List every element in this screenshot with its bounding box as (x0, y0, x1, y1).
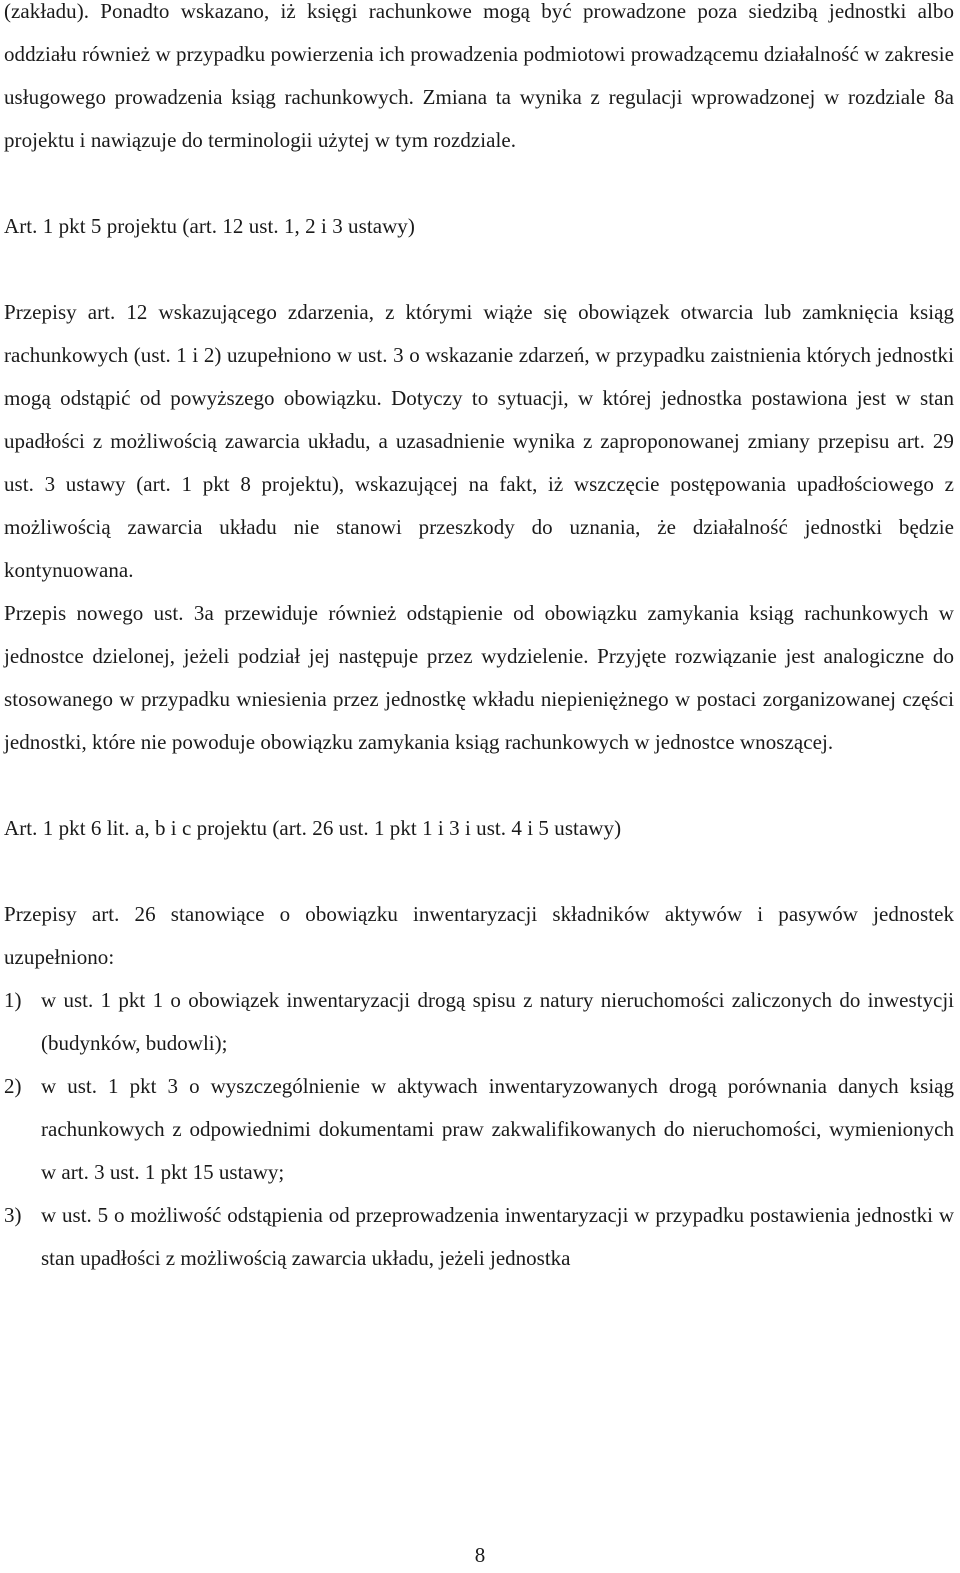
list-item-text: w ust. 1 pkt 3 o wyszczególnienie w aktywach inwentaryzowanych drogą porównania danych ksiąg rachunkowych z odpowiednimi dokumentami praw zakwalifikowanych do nieruchomości, wymienionych w art. 3 ust. 1 pkt 15 ustawy; (41, 1074, 954, 1184)
spacer (4, 764, 954, 807)
spacer (4, 850, 954, 893)
list-item (4, 1194, 954, 1280)
page-number: 8 (474, 1543, 486, 1567)
list-item-number: 3) (4, 1203, 22, 1227)
list-item-number: 1) (4, 988, 22, 1012)
list-item-text: w ust. 5 o możliwość odstąpienia od przeprowadzenia inwentaryzacji w przypadku postawienia jednostki w stan upadłości z możliwością zawarcia układu, jeżeli jednostka (41, 1203, 954, 1270)
list-item-text: w ust. 1 pkt 1 o obowiązek inwentaryzacji drogą spisu z natury nieruchomości zaliczonych do inwestycji (budynków, budowli); (41, 988, 954, 1055)
amendment-list (4, 979, 954, 1280)
spacer (4, 162, 954, 205)
list-item-number: 2) (4, 1074, 22, 1098)
paragraph-1: (zakładu). Ponadto wskazano, iż księgi rachunkowe mogą być prowadzone poza siedzibą jednostki albo oddziału również w przypadku powierzenia ich prowadzenia podmiotowi prowadzącemu działalność w zakresie usługowego prowadzenia ksiąg rachunkowych. Zmiana ta wynika z regulacji wprowadzonej w rozdziale 8a projektu i nawiązuje do terminologii użytej w tym rozdziale. (4, 0, 954, 152)
spacer (4, 248, 954, 291)
list-item (4, 1065, 954, 1194)
document-page (4, 0, 954, 1280)
paragraph-2: Przepisy art. 12 wskazującego zdarzenia, z którymi wiąże się obowiązek otwarcia lub zamknięcia ksiąg rachunkowych (ust. 1 i 2) uzupełniono w ust. 3 o wskazanie zdarzeń, w przypadku zaistnienia których jednostki mogą odstąpić od powyższego obowiązku. Dotyczy to sytuacji, w której jednostka postawiona jest w stan upadłości z możliwością zawarcia układu, a uzasadnienie wynika z zaproponowanej zmiany przepisu art. 29 ust. 3 ustawy (art. 1 pkt 8 projektu), wskazującej na fakt, iż wszczęcie postępowania upadłościowego z możliwością zawarcia układu nie stanowi przeszkody do uznania, że działalność jednostki będzie kontynuowana. (4, 300, 954, 582)
section-heading-art-1-pkt-6: Art. 1 pkt 6 lit. a, b i c projektu (art. 26 ust. 1 pkt 1 i 3 i ust. 4 i 5 ustawy) (4, 816, 622, 840)
list-item (4, 979, 954, 1065)
section-heading-art-1-pkt-5: Art. 1 pkt 5 projektu (art. 12 ust. 1, 2 i 3 ustawy) (4, 214, 415, 238)
paragraph-3: Przepis nowego ust. 3a przewiduje również odstąpienie od obowiązku zamykania ksiąg rachunkowych w jednostce dzielonej, jeżeli podział jej następuje przez wydzielenie. Przyjęte rozwiązanie jest analogiczne do stosowanego w przypadku wniesienia przez jednostkę wkładu niepieniężnego w postaci zorganizowanej części jednostki, które nie powoduje obowiązku zamykania ksiąg rachunkowych w jednostce wnoszącej. (4, 601, 954, 754)
paragraph-4: Przepisy art. 26 stanowiące o obowiązku inwentaryzacji składników aktywów i pasywów jednostek uzupełniono: (4, 902, 954, 969)
